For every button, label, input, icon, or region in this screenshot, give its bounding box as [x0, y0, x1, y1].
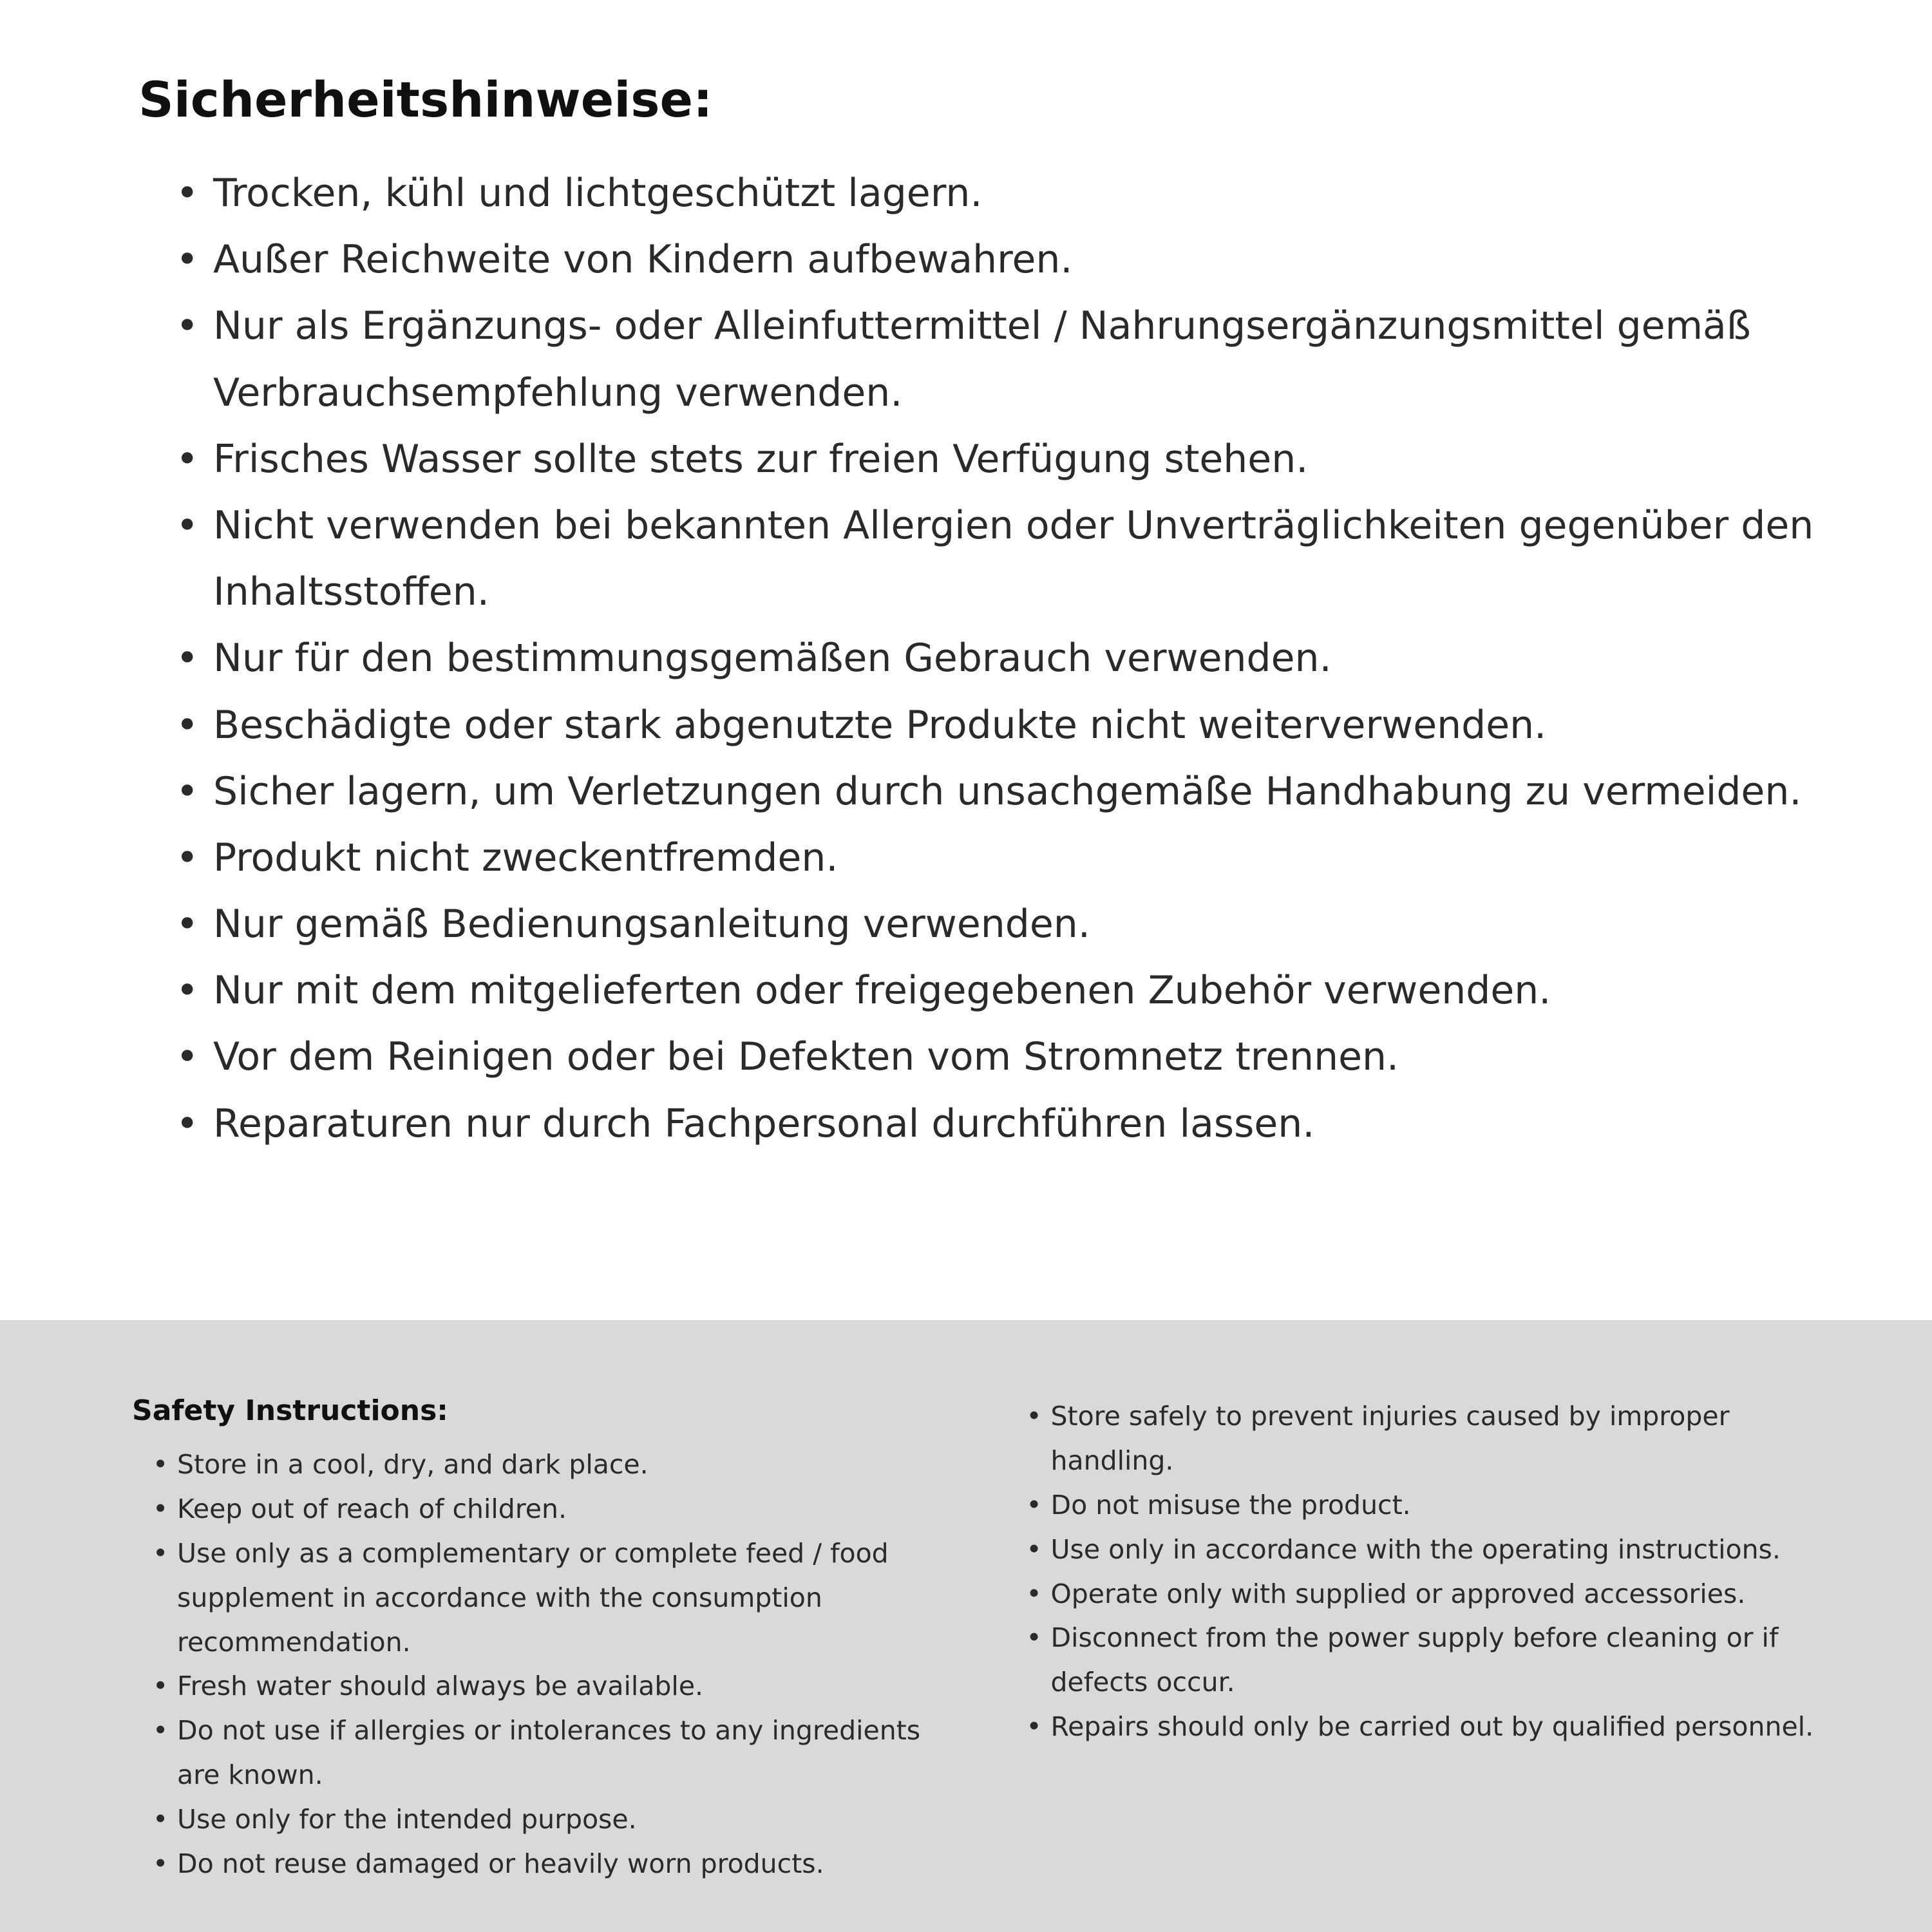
list-item: • Use only in accordance with the operating instructions. [1023, 1528, 1817, 1572]
english-safety-list-right [1023, 1394, 1817, 1749]
list-item: • Nur mit dem mitgelieferten oder freigegebenen Zubehör verwenden. [176, 958, 1816, 1024]
list-item: • Nur für den bestimmungsgemäßen Gebrauch verwenden. [176, 625, 1816, 692]
list-item: • Do not use if allergies or intolerances to any ingredients are known. [149, 1709, 926, 1797]
english-safety-section [0, 1320, 1932, 1932]
list-item: • Nur gemäß Bedienungsanleitung verwenden. [176, 891, 1816, 958]
list-item: • Store safely to prevent injuries caused by improper handling. [1023, 1394, 1817, 1483]
list-item: • Do not misuse the product. [1023, 1483, 1817, 1528]
german-safety-list [176, 160, 1816, 1157]
list-item: • Vor dem Reinigen oder bei Defekten vom Stromnetz trennen. [176, 1024, 1816, 1090]
list-item: • Frisches Wasser sollte stets zur freien Verfügung stehen. [176, 426, 1816, 493]
list-item: • Außer Reichweite von Kindern aufbewahren. [176, 227, 1816, 293]
list-item: • Disconnect from the power supply before cleaning or if defects occur. [1023, 1616, 1817, 1705]
list-item: • Use only as a complementary or complete feed / food supplement in accordance with the consumption recommendation. [149, 1531, 926, 1665]
list-item: • Fresh water should always be available. [149, 1664, 926, 1709]
list-item: • Nur als Ergänzungs- oder Alleinfuttermittel / Nahrungsergänzungsmittel gemäß Verbrauchsempfehlung verwenden. [176, 293, 1816, 426]
list-item: • Repairs should only be carried out by qualified personnel. [1023, 1705, 1817, 1749]
list-item: • Beschädigte oder stark abgenutzte Produkte nicht weiterverwenden. [176, 692, 1816, 759]
list-item: • Reparaturen nur durch Fachpersonal durchführen lassen. [176, 1091, 1816, 1157]
list-item: • Do not reuse damaged or heavily worn products. [149, 1842, 926, 1886]
english-left-column [132, 1394, 926, 1886]
english-safety-list-left [149, 1443, 926, 1886]
list-item: • Store in a cool, dry, and dark place. [149, 1443, 926, 1487]
english-right-column [1023, 1394, 1817, 1749]
list-item: • Trocken, kühl und lichtgeschützt lagern. [176, 160, 1816, 227]
list-item: • Produkt nicht zweckentfremden. [176, 825, 1816, 891]
list-item: • Sicher lagern, um Verletzungen durch unsachgemäße Handhabung zu vermeiden. [176, 759, 1816, 825]
list-item: • Nicht verwenden bei bekannten Allergien oder Unverträglichkeiten gegenüber den Inhaltsstoffen. [176, 493, 1816, 625]
list-item: • Keep out of reach of children. [149, 1487, 926, 1531]
list-item: • Use only for the intended purpose. [149, 1797, 926, 1842]
english-section-title: Safety Instructions: [132, 1394, 448, 1427]
list-item: • Operate only with supplied or approved accessories. [1023, 1572, 1817, 1616]
german-section-title: Sicherheitshinweise: [138, 71, 713, 128]
